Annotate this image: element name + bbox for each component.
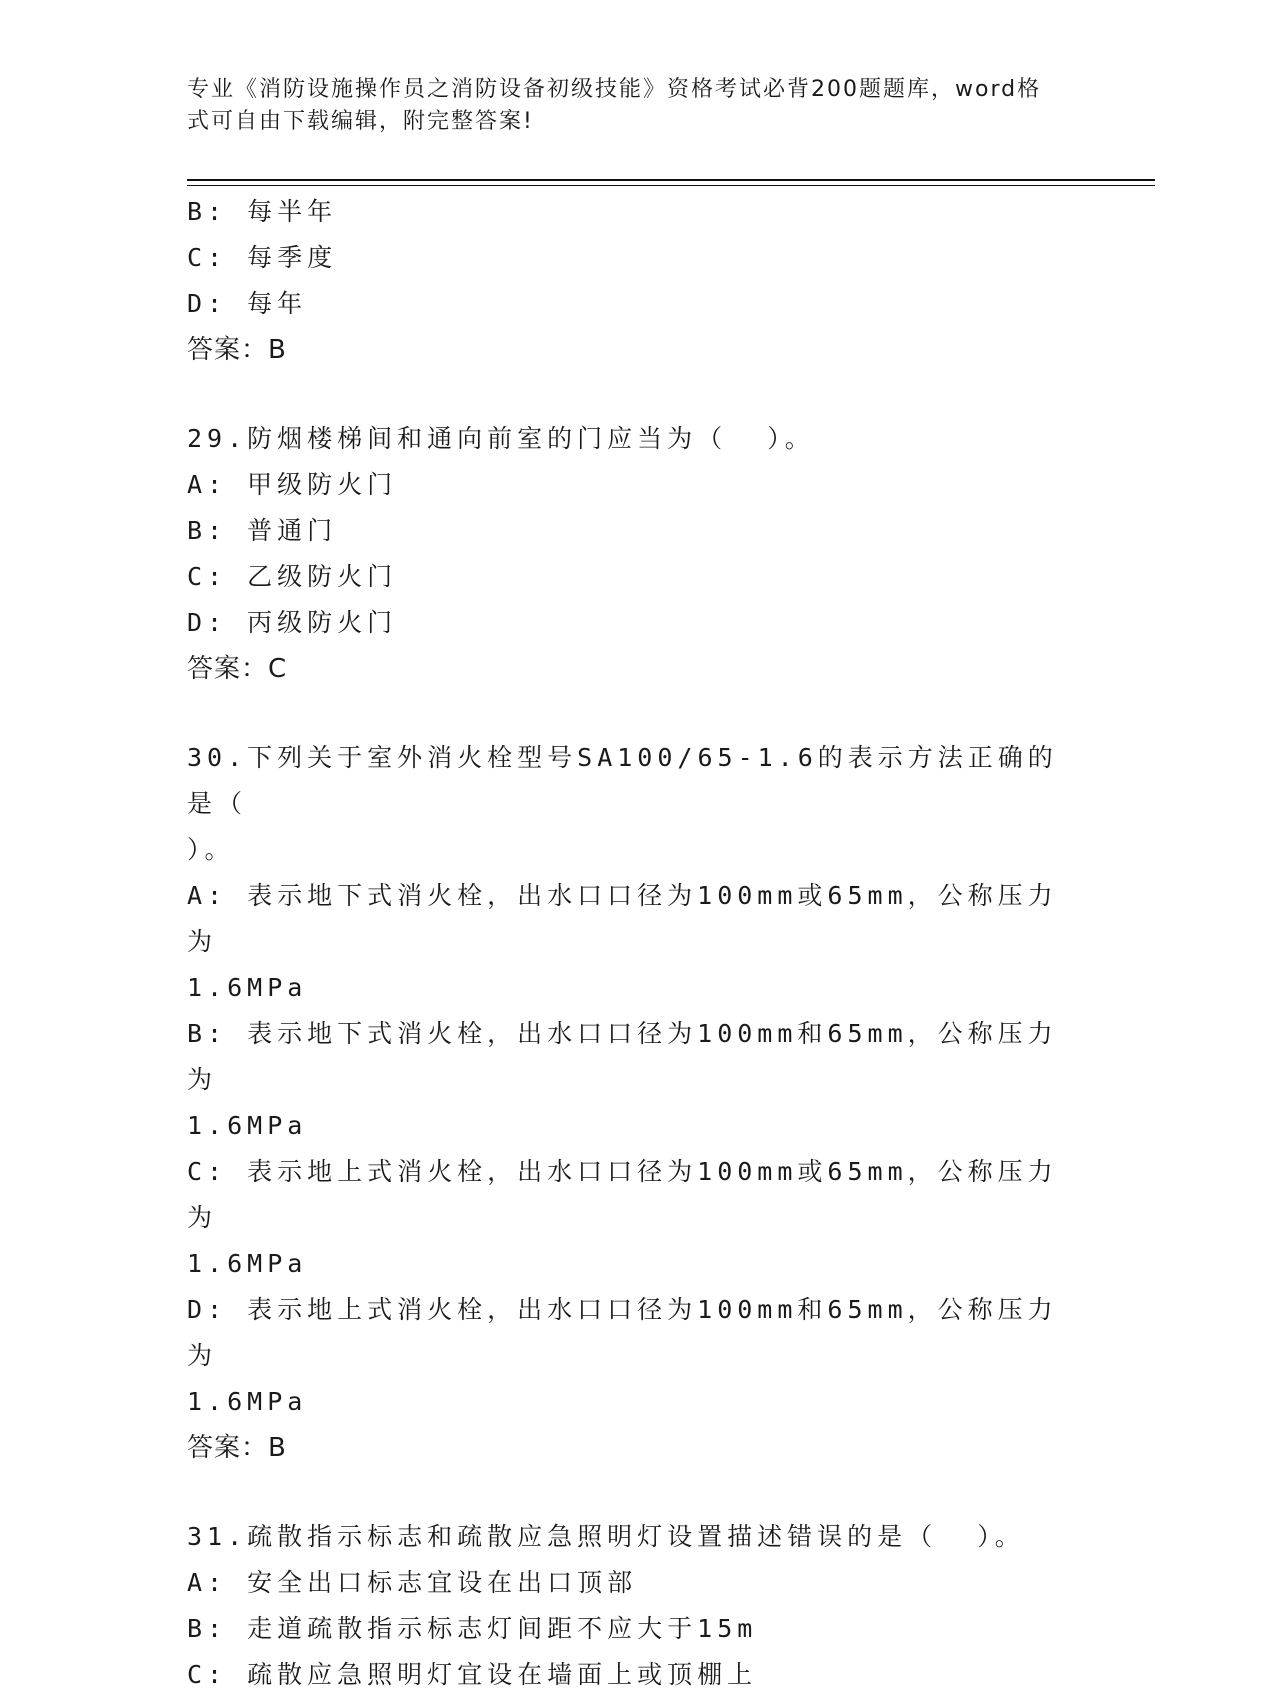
option-c-line-1: C: 表示地上式消火栓，出水口口径为100mm或65mm，公称压力为 xyxy=(187,1157,1058,1232)
option-d: D: 每年 xyxy=(187,289,308,318)
header-divider-thin xyxy=(187,185,1155,186)
option-b: B: 普通门 xyxy=(187,516,338,545)
answer: 答案：B xyxy=(187,335,287,365)
option-c: C: 乙级防火门 xyxy=(187,562,398,591)
answer: 答案：B xyxy=(187,1433,287,1463)
option-d: D: 丙级防火门 xyxy=(187,608,398,637)
option-d-line-1: D: 表示地上式消火栓，出水口口径为100mm和65mm，公称压力为 xyxy=(187,1295,1058,1370)
question-stem-line-2: ）。 xyxy=(187,835,235,864)
answer: 答案：C xyxy=(187,654,288,684)
document-header xyxy=(187,74,1087,138)
question-28-continued xyxy=(187,189,1067,373)
header-line-1: 专业《消防设施操作员之消防设备初级技能》资格考试必背200题题库，word格 xyxy=(187,77,1042,102)
question-29 xyxy=(187,416,1067,692)
option-b-line-2: 1.6MPa xyxy=(187,1111,308,1140)
option-a-line-1: A: 表示地下式消火栓，出水口口径为100mm或65mm，公称压力为 xyxy=(187,881,1058,956)
option-a: A: 甲级防火门 xyxy=(187,470,398,499)
option-c: C: 疏散应急照明灯宜设在墙面上或顶棚上 xyxy=(187,1660,758,1689)
question-30 xyxy=(187,735,1067,1471)
question-31 xyxy=(187,1514,1067,1698)
option-a: A: 安全出口标志宜设在出口顶部 xyxy=(187,1568,638,1597)
option-a-line-2: 1.6MPa xyxy=(187,973,308,1002)
question-stem: 29.防烟楼梯间和通向前室的门应当为（ ）。 xyxy=(187,424,815,453)
option-d-line-2: 1.6MPa xyxy=(187,1387,308,1416)
option-b: B: 走道疏散指示标志灯间距不应大于15m xyxy=(187,1614,758,1643)
header-line-2: 式可自由下载编辑，附完整答案! xyxy=(187,109,534,134)
header-divider-thick xyxy=(187,179,1155,181)
question-stem-line-1: 30.下列关于室外消火栓型号SA100/65-1.6的表示方法正确的是（ xyxy=(187,743,1058,818)
option-b-line-1: B: 表示地下式消火栓，出水口口径为100mm和65mm，公称压力为 xyxy=(187,1019,1058,1094)
option-c: C: 每季度 xyxy=(187,243,338,272)
option-b: B: 每半年 xyxy=(187,197,338,226)
option-c-line-2: 1.6MPa xyxy=(187,1249,308,1278)
question-stem: 31.疏散指示标志和疏散应急照明灯设置描述错误的是（ ）。 xyxy=(187,1522,1025,1551)
question-list xyxy=(187,189,1067,1698)
